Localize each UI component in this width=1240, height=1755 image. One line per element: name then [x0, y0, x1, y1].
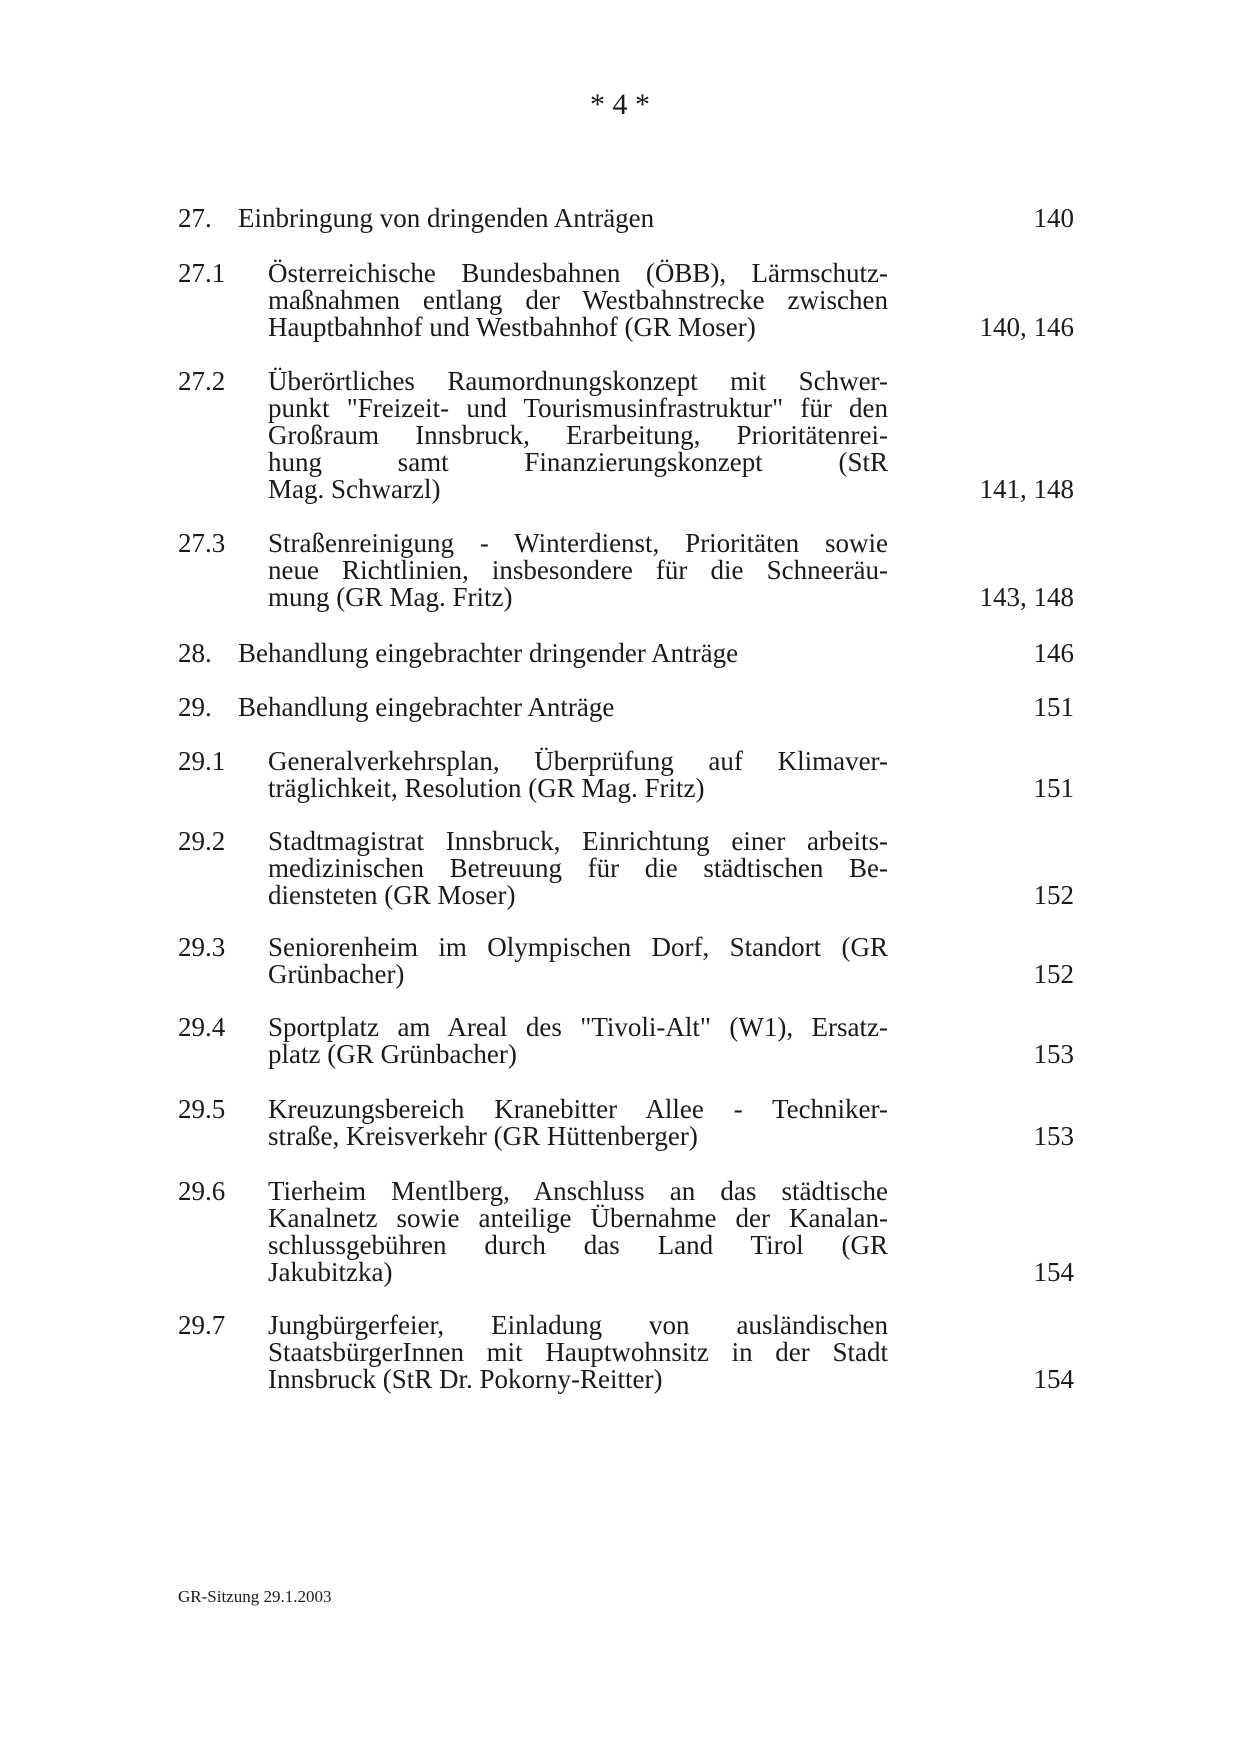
- toc-entry-title: [238, 205, 654, 232]
- toc-entry-title-line: Überörtliches Raumordnungskonzept mit Schwer-: [268, 366, 888, 396]
- toc-entry-title: [268, 748, 888, 802]
- toc-entry: [178, 1014, 1074, 1068]
- toc-entry-title-line: Hauptbahnhof und Westbahnhof (GR Moser): [268, 312, 756, 342]
- toc-entry-title-line: Seniorenheim im Olympischen Dorf, Standort (GR: [268, 932, 888, 962]
- toc-entry-title-line: Großraum Innsbruck, Erarbeitung, Prioritätenrei-: [268, 420, 888, 450]
- toc-entry-title: [268, 934, 888, 988]
- toc-entry-title: [238, 640, 738, 667]
- toc-entry: [178, 934, 1074, 988]
- toc-entry-pages: 151: [1033, 692, 1074, 722]
- toc-entry-number: 29.7: [178, 1310, 226, 1340]
- toc-entry: [178, 640, 1074, 667]
- toc-entry-title-line: StaatsbürgerInnen mit Hauptwohnsitz in der Stadt: [268, 1337, 888, 1367]
- toc-entry-title-line: straße, Kreisverkehr (GR Hüttenberger): [268, 1121, 698, 1151]
- toc-entry-title-line: Generalverkehrsplan, Überprüfung auf Klimaver-: [268, 746, 888, 776]
- toc-entry-pages: 143, 148: [979, 582, 1074, 612]
- toc-entry-title-line: Behandlung eingebrachter dringender Anträge: [238, 638, 739, 668]
- toc-entry-number: 27.2: [178, 366, 226, 396]
- toc-entry-number: 27.3: [178, 528, 226, 558]
- toc-entry-title: [268, 260, 888, 341]
- toc-entry-number: 28.: [178, 638, 212, 668]
- toc-entry-pages: 146: [1033, 638, 1074, 668]
- toc-entry: [178, 368, 1074, 503]
- toc-entry-pages: 152: [1033, 959, 1074, 989]
- toc-entry-title-line: Tierheim Mentlberg, Anschluss an das städtische: [268, 1176, 888, 1206]
- toc-entry-pages: 153: [1033, 1121, 1074, 1151]
- toc-entry-title-line: hung samt Finanzierungskonzept (StR: [268, 447, 888, 477]
- toc-entry-pages: 140, 146: [979, 312, 1074, 342]
- toc-entry-title-line: Innsbruck (StR Dr. Pokorny-Reitter): [268, 1364, 663, 1394]
- toc-entry-number: 29.5: [178, 1094, 226, 1124]
- toc-entry-title-line: Jungbürgerfeier, Einladung von ausländischen: [268, 1310, 888, 1340]
- toc-entry-title-line: medizinischen Betreuung für die städtischen Be-: [268, 853, 888, 883]
- toc-entry-number: 29.1: [178, 746, 226, 776]
- toc-entry-title: [268, 530, 888, 611]
- toc-entry: [178, 260, 1074, 341]
- toc-entry-title-line: Österreichische Bundesbahnen (ÖBB), Lärmschutz-: [268, 258, 888, 288]
- toc-entry-title-line: punkt "Freizeit- und Tourismusinfrastruktur" für den: [268, 393, 888, 423]
- toc-entry-title-line: platz (GR Grünbacher): [268, 1039, 517, 1069]
- toc-entry: [178, 205, 1074, 232]
- toc-entry-pages: 154: [1033, 1364, 1074, 1394]
- toc-entry-title: [238, 694, 614, 721]
- toc-entry-title-line: maßnahmen entlang der Westbahnstrecke zwischen: [268, 285, 888, 315]
- toc-entry-title-line: schlussgebühren durch das Land Tirol (GR: [268, 1230, 888, 1260]
- toc-entry-pages: 140: [1033, 203, 1074, 233]
- toc-entry: [178, 694, 1074, 721]
- toc-entry-title-line: Jakubitzka): [268, 1257, 393, 1287]
- toc-entry-pages: 154: [1033, 1257, 1074, 1287]
- toc-entry-title: [268, 1178, 888, 1286]
- toc-entry: [178, 1096, 1074, 1150]
- toc-entry-title-line: träglichkeit, Resolution (GR Mag. Fritz): [268, 773, 705, 803]
- toc-entry-title-line: Kanalnetz sowie anteilige Übernahme der Kanalan-: [268, 1203, 888, 1233]
- toc-entry-pages: 152: [1033, 880, 1074, 910]
- toc-entry-title: [268, 368, 888, 503]
- toc-entry-title: [268, 828, 888, 909]
- toc-entry: [178, 1178, 1074, 1286]
- toc-entry-pages: 151: [1033, 773, 1074, 803]
- toc-entry-title-line: mung (GR Mag. Fritz): [268, 582, 513, 612]
- toc-entry-title-line: diensteten (GR Moser): [268, 880, 516, 910]
- toc-entry-title: [268, 1312, 888, 1393]
- toc-entry: [178, 1312, 1074, 1393]
- toc-entry-title-line: Einbringung von dringenden Anträgen: [238, 203, 655, 233]
- toc-entry-pages: 141, 148: [979, 474, 1074, 504]
- footer-text: GR-Sitzung 29.1.2003: [178, 1587, 332, 1606]
- toc-entry-title: [268, 1096, 888, 1150]
- toc-entry-title-line: Straßenreinigung - Winterdienst, Prioritäten sowie: [268, 528, 888, 558]
- toc-entry-title-line: Stadtmagistrat Innsbruck, Einrichtung einer arbeits-: [268, 826, 888, 856]
- toc-entry-pages: 153: [1033, 1039, 1074, 1069]
- toc-entry-number: 29.4: [178, 1012, 226, 1042]
- toc-entry-title-line: Behandlung eingebrachter Anträge: [238, 692, 615, 722]
- toc-entry-title-line: Sportplatz am Areal des "Tivoli-Alt" (W1), Ersatz-: [268, 1012, 888, 1042]
- toc-entry-title-line: Mag. Schwarzl): [268, 474, 441, 504]
- toc-entry-number: 29.6: [178, 1176, 226, 1206]
- toc-entry-title-line: neue Richtlinien, insbesondere für die Schneeräu-: [268, 555, 888, 585]
- toc-entry-title-line: Grünbacher): [268, 959, 405, 989]
- toc-entry: [178, 828, 1074, 909]
- toc-entry-number: 29.3: [178, 932, 226, 962]
- toc-entry-number: 29.: [178, 692, 212, 722]
- toc-entry-number: 27.: [178, 203, 212, 233]
- toc-entry-number: 27.1: [178, 258, 226, 288]
- toc-entry: [178, 748, 1074, 802]
- toc-entry-title: [268, 1014, 888, 1068]
- page-number: * 4 *: [590, 88, 650, 121]
- toc-entry-number: 29.2: [178, 826, 226, 856]
- toc-entry: [178, 530, 1074, 611]
- toc-entry-title-line: Kreuzungsbereich Kranebitter Allee - Techniker-: [268, 1094, 888, 1124]
